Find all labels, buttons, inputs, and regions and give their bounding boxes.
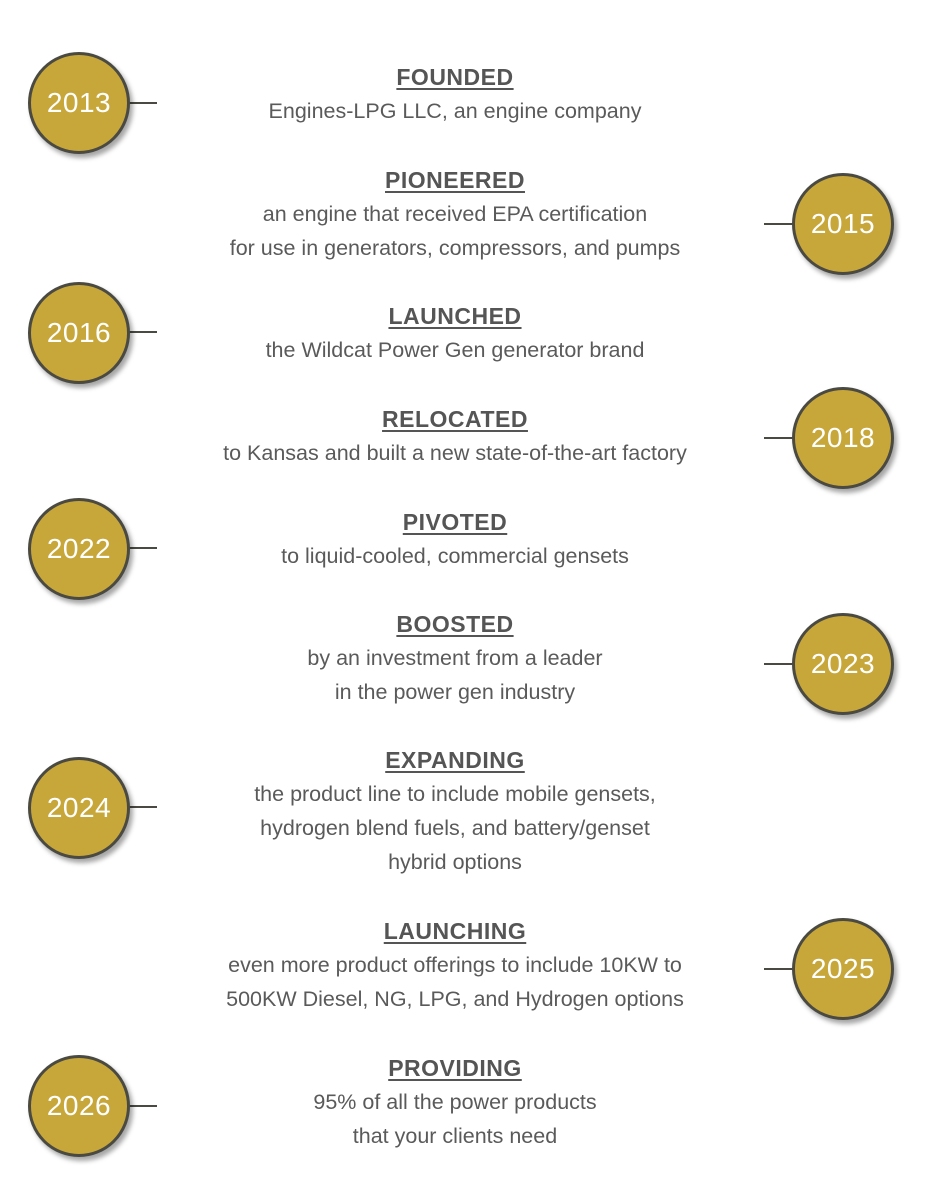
event-description-line: the product line to include mobile gensets,	[254, 782, 656, 806]
event-content	[150, 165, 760, 265]
event-content	[150, 404, 760, 470]
timeline-connector	[127, 331, 157, 333]
timeline-connector	[127, 547, 157, 549]
event-content	[150, 745, 760, 879]
event-content	[150, 62, 760, 128]
year-badge: 2025	[792, 918, 894, 1020]
event-description-line: hydrogen blend fuels, and battery/genset	[260, 816, 650, 840]
event-description-line: by an investment from a leader	[307, 646, 603, 670]
event-title: LAUNCHED	[388, 303, 522, 329]
event-description-line: 95% of all the power products	[313, 1090, 597, 1114]
year-badge: 2016	[28, 282, 130, 384]
timeline-connector	[127, 102, 157, 104]
timeline-connector	[127, 806, 157, 808]
event-title: EXPANDING	[385, 747, 525, 773]
event-title: LAUNCHING	[383, 918, 527, 944]
event-title: RELOCATED	[382, 406, 528, 432]
event-content	[150, 301, 760, 367]
event-description-line: the Wildcat Power Gen generator brand	[265, 338, 645, 362]
event-title: PIONEERED	[385, 167, 525, 193]
event-title: PROVIDING	[388, 1055, 522, 1081]
event-description-line: 500KW Diesel, NG, LPG, and Hydrogen options	[226, 987, 684, 1011]
event-content	[150, 507, 760, 573]
timeline-connector	[764, 437, 794, 439]
event-description-line: even more product offerings to include 10KW to	[228, 953, 682, 977]
event-description-line: for use in generators, compressors, and pumps	[229, 236, 681, 260]
event-content	[150, 1053, 760, 1153]
event-description-line: in the power gen industry	[334, 680, 576, 704]
year-badge: 2022	[28, 498, 130, 600]
year-badge: 2013	[28, 52, 130, 154]
year-badge: 2023	[792, 613, 894, 715]
timeline-connector	[127, 1105, 157, 1107]
event-title: BOOSTED	[396, 611, 514, 637]
event-description-line: hybrid options	[388, 850, 522, 874]
year-badge: 2026	[28, 1055, 130, 1157]
event-description-line: an engine that received EPA certification	[262, 202, 648, 226]
event-description-line: Engines-LPG LLC, an engine company	[268, 99, 642, 123]
event-title: FOUNDED	[396, 64, 514, 90]
timeline-connector	[764, 223, 794, 225]
event-description-line: to liquid-cooled, commercial gensets	[281, 544, 629, 568]
event-title: PIVOTED	[402, 509, 508, 535]
year-badge: 2024	[28, 757, 130, 859]
event-description-line: to Kansas and built a new state-of-the-art factory	[223, 441, 687, 465]
event-content	[150, 916, 760, 1016]
year-badge: 2018	[792, 387, 894, 489]
event-description-line: that your clients need	[352, 1124, 558, 1148]
event-content	[150, 609, 760, 709]
timeline-connector	[764, 968, 794, 970]
year-badge: 2015	[792, 173, 894, 275]
timeline-connector	[764, 663, 794, 665]
